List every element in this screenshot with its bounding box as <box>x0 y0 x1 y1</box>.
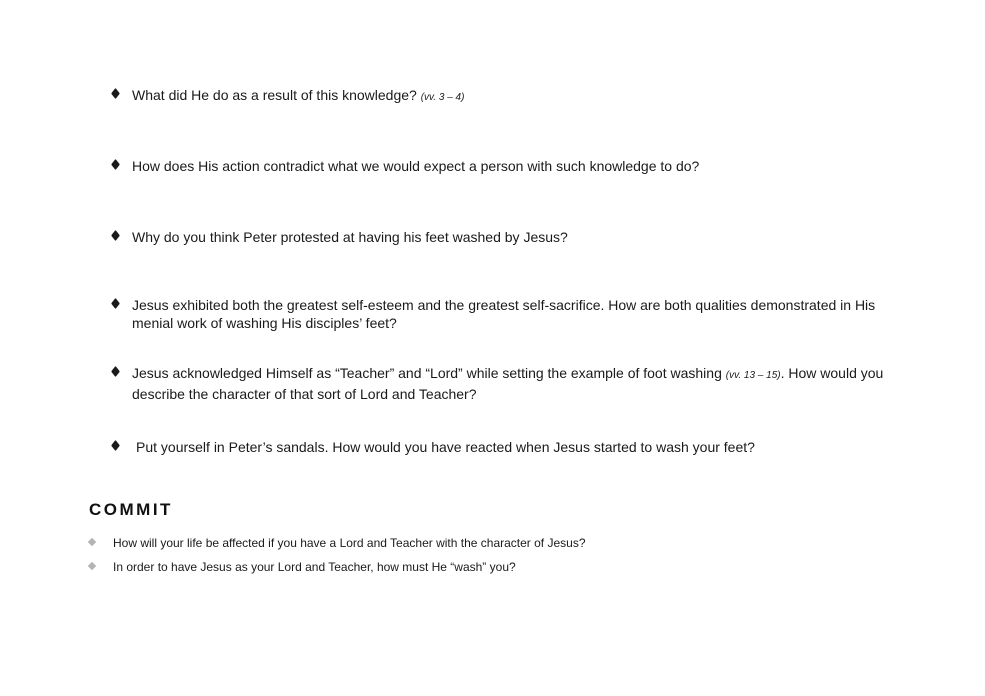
question-text: What did He do as a result of this knowledge? <box>132 87 417 103</box>
question-item <box>112 86 902 107</box>
commit-text: How will your life be affected if you have a Lord and Teacher with the character of Jesus? <box>113 536 586 550</box>
question-text: Jesus acknowledged Himself as “Teacher” and “Lord” while setting the example of foot washing <box>132 365 722 381</box>
commit-item <box>89 559 516 575</box>
question-text: Put yourself in Peter’s sandals. How would you have reacted when Jesus started to wash your feet? <box>136 439 755 455</box>
question-text-continued: . How would you describe the character of that sort of Lord and Teacher? <box>132 365 884 402</box>
question-item <box>112 296 902 332</box>
question-text: Jesus exhibited both the greatest self-esteem and the greatest self-sacrifice. How are both qualities demonstrated in His menial work of washing His disciples’ feet? <box>132 297 876 331</box>
commit-item <box>89 535 586 551</box>
question-item <box>112 228 902 246</box>
question-text: How does His action contradict what we would expect a person with such knowledge to do? <box>132 158 700 174</box>
question-item <box>112 438 902 456</box>
verse-reference: (vv. 3 – 4) <box>420 92 465 103</box>
commit-text: In order to have Jesus as your Lord and Teacher, how must He “wash” you? <box>113 560 516 574</box>
question-text: Why do you think Peter protested at having his feet washed by Jesus? <box>132 229 568 245</box>
question-item <box>112 157 902 175</box>
section-heading: COMMIT <box>89 500 173 519</box>
verse-reference: (vv. 13 – 15) <box>725 370 781 381</box>
question-item <box>112 364 902 403</box>
